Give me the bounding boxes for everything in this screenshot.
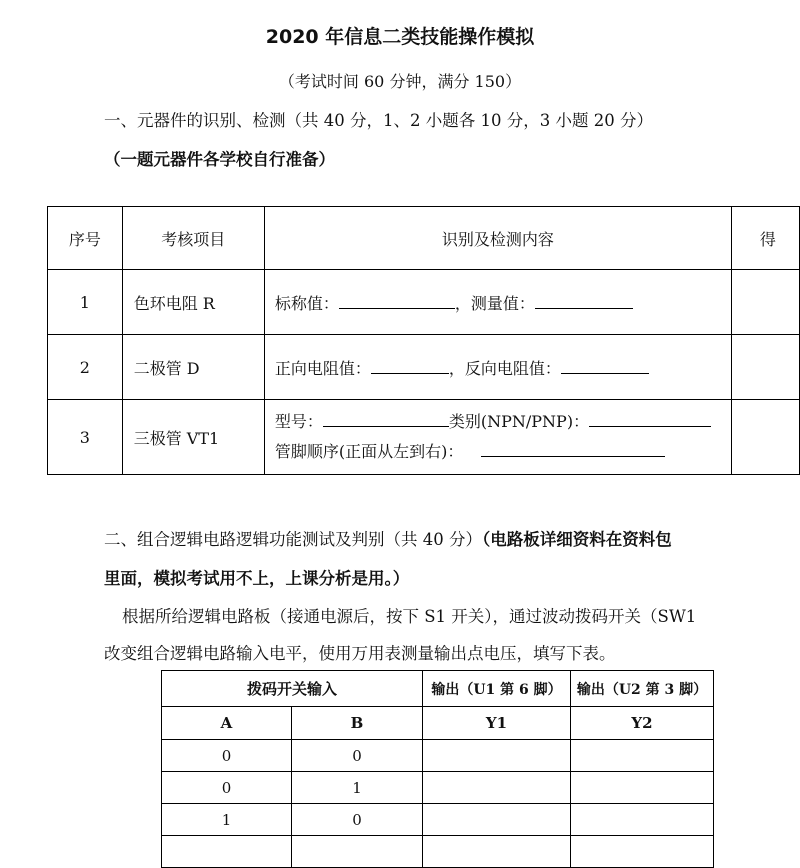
section2-paragraph: 根据所给逻辑电路板（接通电源后，按下 S1 开关），通过波动拨码开关（SW1 <box>122 607 697 626</box>
cell-a: 1 <box>162 804 292 836</box>
section2-heading <box>104 526 672 550</box>
cell-y1[interactable] <box>423 772 571 804</box>
cell-y1[interactable] <box>423 836 571 868</box>
label: ，反向电阻值： <box>448 358 561 378</box>
cell-b: 1 <box>292 772 423 804</box>
table-header-row <box>162 671 714 707</box>
row-no: 1 <box>48 270 123 335</box>
col-y2: Y2 <box>571 707 714 740</box>
label: 类别(NPN/PNP)： <box>448 412 590 431</box>
table-row <box>162 740 714 772</box>
label: 标称值： <box>274 293 339 313</box>
answer-blank[interactable] <box>371 359 449 374</box>
table-header-row <box>48 207 800 270</box>
row-content <box>264 400 731 475</box>
table-row <box>162 804 714 836</box>
table-subheader-row <box>162 707 714 740</box>
cell-y1[interactable] <box>423 740 571 772</box>
col-a: A <box>162 707 292 740</box>
cell-a: 0 <box>162 772 292 804</box>
header-input: 拨码开关输入 <box>162 671 423 707</box>
table-row <box>162 772 714 804</box>
cell-y1[interactable] <box>423 804 571 836</box>
header-output-u1: 输出（U1 第 6 脚） <box>423 671 571 707</box>
label: ，测量值： <box>454 293 535 313</box>
table-row <box>48 270 800 335</box>
col-header-no: 序号 <box>48 207 123 270</box>
section2-heading-note: （电路板详细资料在资料包 <box>482 530 672 549</box>
section2-heading-text: 二、组合逻辑电路逻辑功能测试及判别（共 40 分） <box>104 530 482 549</box>
section1-heading: 一、元器件的识别、检测（共 40 分，1、2 小题各 10 分，3 小题 20 分） <box>104 111 653 130</box>
component-test-table <box>47 206 800 475</box>
row-item: 三极管 VT1 <box>122 400 264 475</box>
answer-blank[interactable] <box>589 412 711 427</box>
label: 管脚顺序(正面从左到右)： <box>274 442 464 461</box>
col-b: B <box>292 707 423 740</box>
cell-y2[interactable] <box>571 836 714 868</box>
cell-b: 0 <box>292 804 423 836</box>
answer-blank[interactable] <box>323 412 449 427</box>
section1-note: （一题元器件各学校自行准备） <box>104 150 335 169</box>
cell-b <box>292 836 423 868</box>
row-item: 色环电阻 R <box>122 270 264 335</box>
label: 正向电阻值： <box>274 358 371 378</box>
answer-blank[interactable] <box>481 442 665 457</box>
row-content <box>264 270 731 335</box>
col-header-content: 识别及检测内容 <box>264 207 731 270</box>
cell-y2[interactable] <box>571 772 714 804</box>
col-header-item: 考核项目 <box>122 207 264 270</box>
section2-heading-cont: 里面，模拟考试用不上，上课分析是用。） <box>104 569 410 588</box>
header-output-u2: 输出（U2 第 3 脚） <box>571 671 714 707</box>
col-header-score: 得 <box>731 207 799 270</box>
answer-blank[interactable] <box>339 294 455 309</box>
row-content <box>264 335 731 400</box>
table-row <box>48 335 800 400</box>
answer-blank[interactable] <box>535 294 633 309</box>
exam-info: （考试时间 60 分钟，满分 150） <box>278 72 522 91</box>
col-y1: Y1 <box>423 707 571 740</box>
cell-a <box>162 836 292 868</box>
logic-truth-table <box>161 670 714 868</box>
page-title: 2020 年信息二类技能操作模拟 <box>265 26 535 48</box>
row-item: 二极管 D <box>122 335 264 400</box>
cell-y2[interactable] <box>571 740 714 772</box>
cell-a: 0 <box>162 740 292 772</box>
table-row <box>48 400 800 475</box>
score-cell <box>731 335 799 400</box>
answer-blank[interactable] <box>561 359 649 374</box>
row-no: 2 <box>48 335 123 400</box>
row-no: 3 <box>48 400 123 475</box>
cell-b: 0 <box>292 740 423 772</box>
score-cell <box>731 400 799 475</box>
label: 型号： <box>274 412 323 431</box>
section2-paragraph-cont: 改变组合逻辑电路输入电平，使用万用表测量输出点电压，填写下表。 <box>104 644 616 663</box>
table-row <box>162 836 714 868</box>
score-cell <box>731 270 799 335</box>
cell-y2[interactable] <box>571 804 714 836</box>
